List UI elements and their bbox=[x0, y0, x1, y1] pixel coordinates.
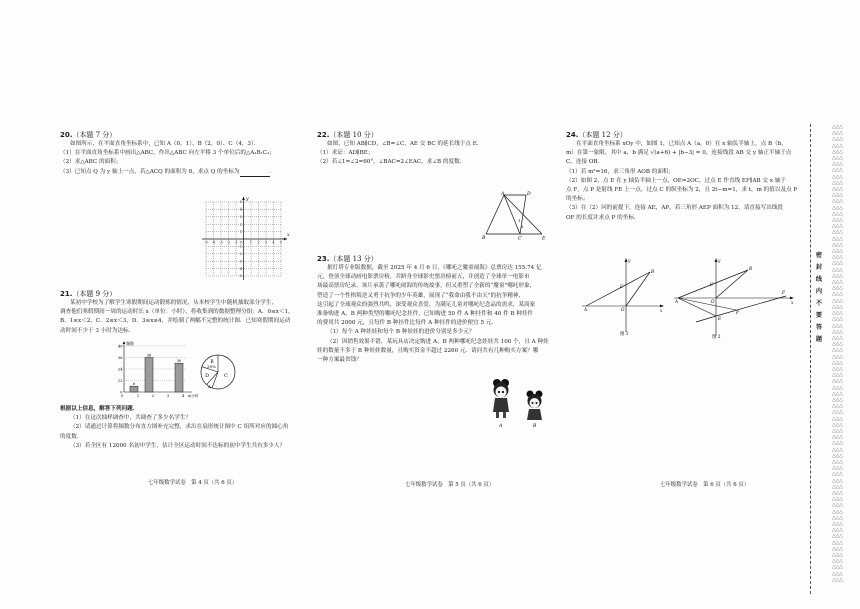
fig2-axis-x: x bbox=[791, 300, 794, 305]
triangle-row: △△△ bbox=[832, 421, 843, 428]
x-tick: -1 bbox=[234, 240, 238, 245]
fig2-point-b: B bbox=[749, 266, 753, 271]
q24-line3: C，连接 OB． bbox=[566, 159, 604, 166]
origin-label: O bbox=[239, 240, 243, 245]
q24-part1: （1）若 m²=16，求三角形 AOB 的面积； bbox=[566, 168, 675, 175]
point-c-label: C bbox=[518, 236, 522, 242]
triangle-row: △△△ bbox=[832, 179, 843, 186]
bar-data-label: 6 bbox=[132, 382, 136, 387]
q24-line1: 在平面直角坐标系 xOy 中，如图 1，已知点 A（a，0）在 x 轴负半轴上，点 B（b， bbox=[576, 141, 787, 147]
triangle-row: △△△ bbox=[832, 272, 843, 279]
triangle-row: △△△ bbox=[832, 142, 843, 149]
doll-b-image bbox=[527, 391, 543, 421]
triangle-row: △△△ bbox=[832, 403, 843, 410]
q22-part1: （1）求证：AD∥BE； bbox=[317, 150, 374, 157]
y-tick: -2 bbox=[238, 252, 242, 256]
question-22-heading: 22.（本题 10 分） bbox=[317, 131, 378, 139]
triangle-row: △△△ bbox=[832, 458, 843, 465]
angle-2-label: 2 bbox=[521, 224, 524, 229]
triangle-row: △△△ bbox=[832, 558, 843, 565]
triangle-row: △△△ bbox=[832, 248, 843, 255]
binding-dashed-line bbox=[810, 124, 811, 594]
x-tick: -5 bbox=[204, 240, 208, 245]
triangle-row: △△△ bbox=[832, 365, 843, 372]
fig1-caption: 图 1 bbox=[620, 332, 629, 336]
triangle-row: △△△ bbox=[832, 124, 843, 130]
q24-part3b: OF 的长度并求点 P 的坐标． bbox=[566, 214, 640, 221]
bar-y-tick: 48 bbox=[117, 344, 123, 349]
y-tick: 4 bbox=[239, 207, 242, 212]
triangle-row: △△△ bbox=[832, 496, 843, 503]
angle-1-label: 1 bbox=[518, 218, 521, 223]
point-b-label: B bbox=[482, 236, 486, 241]
pie-label-c: C bbox=[224, 374, 228, 379]
question-20-block bbox=[60, 130, 292, 177]
bar-category-tick: 1 bbox=[136, 394, 140, 398]
triangle-row: △△△ bbox=[832, 210, 843, 217]
triangle-row: △△△ bbox=[832, 217, 843, 224]
q22-geometry-figure bbox=[480, 190, 548, 242]
triangle-row: △△△ bbox=[832, 130, 843, 137]
point-e-label: E bbox=[542, 236, 546, 242]
triangle-row: △△△ bbox=[832, 576, 843, 583]
y-tick: -5 bbox=[238, 274, 242, 279]
seal-char: 线 bbox=[815, 276, 823, 283]
triangle-row: △△△ bbox=[832, 539, 843, 546]
bar-category-tick: 4 bbox=[181, 394, 185, 398]
triangle-row: △△△ bbox=[832, 384, 843, 391]
triangle-row: △△△ bbox=[832, 167, 843, 174]
pie-label-a: A bbox=[208, 385, 211, 389]
y-tick: -4 bbox=[238, 266, 242, 271]
q22-stem: 如图，已知 AB∥CD，∠B=∠C，AE 交 BC 的延长线于点 E． bbox=[327, 141, 483, 147]
bar-rect bbox=[175, 363, 183, 392]
triangle-row: △△△ bbox=[832, 285, 843, 292]
q23-line7: 的费用共 2000 元，且每件 B 种挂件比每件 A 种挂件的进价便宜 5 元． bbox=[317, 320, 498, 327]
triangle-row: △△△ bbox=[832, 390, 843, 397]
q24-figure-2 bbox=[672, 256, 798, 340]
q20-stem: 如图所示，在平面直角坐标系中，已知 A（0，1）、B（2，0）、C（4，3）． bbox=[70, 141, 260, 147]
triangle-row: △△△ bbox=[832, 223, 843, 230]
triangle-row: △△△ bbox=[832, 192, 843, 199]
triangle-row: △△△ bbox=[832, 353, 843, 360]
bar-x-label: x/小时 bbox=[188, 394, 199, 398]
triangle-row: △△△ bbox=[832, 545, 843, 552]
triangle-row: △△△ bbox=[832, 229, 843, 236]
q23-part2: （2）因销售效果不错，某玩具店决定购进 A，B 两种哪吒纪念娃娃共 100 个，且 A 种娃 bbox=[327, 338, 549, 345]
q24-part2b: 点 F，点 P 是射线 FE 上一点，过点 C 的纵坐标为 2，且 2t−m=1，求 t，m 的值以及点 P bbox=[566, 187, 798, 194]
triangle-row: △△△ bbox=[832, 465, 843, 472]
x-tick: 4 bbox=[272, 240, 275, 245]
triangle-row: △△△ bbox=[832, 452, 843, 459]
fig2-origin: O bbox=[711, 299, 715, 304]
triangle-row: △△△ bbox=[832, 161, 843, 168]
point-a-label: A bbox=[501, 192, 505, 197]
q23-part1: （1）每个 A 种娃娃和每个 B 种娃娃的进价分别是多少元？ bbox=[327, 329, 475, 336]
triangle-row: △△△ bbox=[832, 502, 843, 509]
triangle-row: △△△ bbox=[832, 328, 843, 335]
triangle-row: △△△ bbox=[832, 291, 843, 298]
q21-part2b: 的度数． bbox=[60, 433, 83, 440]
triangle-row: △△△ bbox=[832, 508, 843, 515]
point-d-label: D bbox=[527, 192, 531, 197]
triangle-row: △△△ bbox=[832, 173, 843, 180]
fig1-point-a: A bbox=[584, 307, 588, 312]
triangle-row: △△△ bbox=[832, 266, 843, 273]
bar-y-tick: 36 bbox=[117, 355, 123, 360]
y-tick: -3 bbox=[238, 259, 242, 264]
q21-pie-chart bbox=[198, 352, 238, 392]
y-tick: 3 bbox=[239, 215, 242, 219]
x-tick: 3 bbox=[264, 240, 268, 245]
bar-rect bbox=[130, 386, 138, 392]
triangle-row: △△△ bbox=[832, 341, 843, 348]
triangle-row: △△△ bbox=[832, 372, 843, 379]
bar-category-tick: 3 bbox=[166, 394, 170, 398]
question-20-heading: 20.（本题 7 分） bbox=[60, 131, 117, 139]
bar-rect bbox=[145, 358, 153, 393]
doll-b-label: B bbox=[533, 424, 537, 429]
triangle-row: △△△ bbox=[832, 198, 843, 205]
seal-char: 要 bbox=[815, 312, 823, 319]
footer-page-4: 七年级数学试卷 第 4 页（共 6 页） bbox=[148, 480, 238, 486]
bar-y-tick: 0 bbox=[120, 390, 123, 395]
q23-line2: 元，登顶全球动画电影票房榜，并跻身全球影史票房榜前五，并创造了全球单一电影市 bbox=[317, 274, 530, 281]
q20-part3: （3）已知点 Q 为 y 轴上一点，若△ACQ 的面积为 8，求点 Q 的坐标为 ． bbox=[60, 168, 292, 177]
seal-char: 不 bbox=[815, 300, 823, 307]
triangle-row: △△△ bbox=[832, 440, 843, 447]
question-23-block bbox=[317, 254, 553, 365]
seal-char: 密 bbox=[815, 252, 823, 259]
q21-part1: （1）在这次抽样调查中，共调查了多少名学生？ bbox=[70, 415, 192, 422]
triangle-row: △△△ bbox=[832, 489, 843, 496]
x-tick: -2 bbox=[226, 240, 231, 245]
doll-a-image bbox=[493, 379, 509, 418]
axis-x-label: x bbox=[287, 233, 290, 238]
triangle-row: △△△ bbox=[832, 533, 843, 540]
q23-line6: 准备购进 A，B 两种类型的哪吒纪念挂件。已知购进 50 件 A 种挂件和 40 件 B 种挂件 bbox=[317, 311, 534, 318]
triangle-row: △△△ bbox=[832, 148, 843, 155]
triangle-row: △△△ bbox=[832, 477, 843, 484]
q23-line3: 场最高票房纪录。该片承袭了哪吒闹海的传统故事，但又重塑了全新的“魔童”哪吒形象， bbox=[317, 283, 536, 290]
triangle-row: △△△ bbox=[832, 136, 843, 143]
q21-bar-chart bbox=[108, 340, 200, 404]
fig2-point-f: F bbox=[782, 290, 785, 295]
bar-data-label: 30 bbox=[176, 359, 182, 364]
q24-part2c: 的坐标； bbox=[566, 196, 589, 203]
triangle-row: △△△ bbox=[832, 310, 843, 317]
q23-doll-illustration bbox=[486, 374, 548, 430]
seal-char: 封 bbox=[815, 264, 823, 271]
triangle-row: △△△ bbox=[832, 155, 843, 162]
question-21-block bbox=[60, 289, 292, 336]
triangle-row: △△△ bbox=[832, 446, 843, 453]
pie-pct-b: 30% bbox=[207, 364, 216, 369]
triangle-row: △△△ bbox=[832, 316, 843, 323]
triangle-row: △△△ bbox=[832, 396, 843, 403]
q22-part2: （2）若∠1=∠2=60°，∠BAC=2∠EAC，求∠B 的度数． bbox=[317, 159, 466, 166]
x-tick: 5 bbox=[279, 240, 283, 245]
fig1-axis-x: x bbox=[660, 308, 663, 313]
fig1-point-b: B bbox=[651, 269, 655, 274]
triangle-row: △△△ bbox=[832, 241, 843, 248]
bar-y-tick: 12 bbox=[117, 378, 123, 383]
triangle-row: △△△ bbox=[832, 322, 843, 329]
triangle-row: △△△ bbox=[832, 235, 843, 242]
fig1-axis-y: y bbox=[628, 258, 631, 263]
triangle-row: △△△ bbox=[832, 483, 843, 490]
pie-label-b: B bbox=[210, 360, 214, 365]
triangle-row: △△△ bbox=[832, 564, 843, 571]
binding-triangle-pattern bbox=[832, 124, 858, 586]
triangle-row: △△△ bbox=[832, 359, 843, 366]
x-tick: 2 bbox=[257, 240, 260, 245]
triangle-row: △△△ bbox=[832, 570, 843, 577]
q20-part1: （1）在平面直角坐标系中画出△ABC，作出△ABC 向左平移 3 个单位后的△A₁B₁C₁； bbox=[60, 150, 276, 157]
triangle-row: △△△ bbox=[832, 254, 843, 261]
fig2-caption: 图 2 bbox=[712, 335, 721, 340]
q21-line1: 某初中学校为了解学生寒假期间运动锻炼的情况，从本校学生中随机抽取部分学生， bbox=[70, 300, 277, 306]
x-tick: -4 bbox=[211, 240, 216, 245]
fig2-point-a: A bbox=[675, 299, 679, 304]
bar-category-tick: 2 bbox=[151, 394, 155, 398]
q23-part2c: 一种方案最省钱？ bbox=[317, 357, 362, 364]
q24-figure-1 bbox=[580, 256, 666, 336]
y-tick: 1 bbox=[239, 229, 242, 234]
pie-label-d: D bbox=[205, 374, 209, 379]
q24-part3: （3）在（2）问的前提下，连接 AE，AP，若三角形 AEP 面积为 12，请直接写出线段 bbox=[566, 205, 783, 212]
footer-page-6: 七年级数学试卷 第 6 页（共 6 页） bbox=[660, 482, 750, 488]
triangle-row: △△△ bbox=[832, 347, 843, 354]
q21-line2: 调查他们寒假期间一周的运动时长 x（单位：小时），将收集到的数据整理分组：A．0≤x＜1， bbox=[60, 309, 294, 316]
doll-a-label: A bbox=[499, 424, 503, 429]
triangle-row: △△△ bbox=[832, 427, 843, 434]
q21-part2: （2）请通过计算将频数分布直方图补充完整，求出在扇形统计图中 C 组所对应的圆心角 bbox=[70, 424, 289, 431]
triangle-row: △△△ bbox=[832, 514, 843, 521]
triangle-row: △△△ bbox=[832, 521, 843, 527]
q21-intro: 根据以上信息，解答下列问题． bbox=[60, 406, 139, 412]
triangle-row: △△△ bbox=[832, 260, 843, 267]
triangle-row: △△△ bbox=[832, 378, 843, 385]
question-24-block bbox=[566, 130, 806, 223]
q23-line4: 塑造了一个性格叛逆又勇于抗争的少年英雄，展现了“我命由我不由天”的抗争精神， bbox=[317, 292, 525, 299]
q21-line4: 动时间不少于 3 小时为达标． bbox=[60, 327, 135, 334]
question-22-block bbox=[317, 130, 553, 168]
fig2-axis-y: y bbox=[718, 258, 721, 263]
triangle-row: △△△ bbox=[832, 434, 843, 441]
triangle-row: △△△ bbox=[832, 279, 843, 286]
triangle-row: △△△ bbox=[832, 552, 843, 559]
seal-line-notice bbox=[814, 250, 824, 346]
x-tick: -3 bbox=[219, 240, 223, 245]
y-tick: 5 bbox=[239, 200, 242, 205]
fig2-point-p: P bbox=[736, 310, 739, 315]
q24-line2: m）在第一象限，其中 a，b 满足 √(a+6) + |b−3| = 0，连接线段 AB 交 y 轴正半轴于点 bbox=[566, 150, 792, 157]
triangle-row: △△△ bbox=[832, 204, 843, 211]
fig2-point-c: C bbox=[710, 282, 714, 287]
triangle-row: △△△ bbox=[832, 471, 843, 478]
question-23-heading: 23.（本题 13 分） bbox=[317, 255, 378, 263]
q20-coordinate-grid bbox=[200, 196, 290, 282]
q23-line1: 据灯塔专业版数据，截至 2025 年 4 月 6 日，《哪吒之魔童闹海》总票房达 155.74 亿 bbox=[327, 265, 542, 271]
seal-char: 内 bbox=[815, 288, 823, 295]
fig2-point-e: E bbox=[718, 316, 722, 321]
triangle-row: △△△ bbox=[832, 303, 843, 310]
y-tick: 2 bbox=[239, 222, 242, 227]
q21-line3: B．1≤x＜2，C．2≤x＜3，D．3≤x≤4，并绘制了两幅不完整的统计图．已知寒假期间运动 bbox=[60, 318, 291, 325]
question-24-heading: 24.（本题 12 分） bbox=[566, 131, 627, 139]
y-tick: -1 bbox=[238, 244, 242, 249]
triangle-row: △△△ bbox=[832, 297, 843, 304]
q21-part3: （3）若全区有 12000 名初中学生，估计全区运动时间不达标的初中学生共有多少人？ bbox=[70, 442, 286, 449]
triangle-row: △△△ bbox=[832, 409, 843, 416]
x-tick: 1 bbox=[249, 240, 253, 245]
bar-data-label: 36 bbox=[146, 353, 152, 358]
question-21-heading: 21.（本题 9 分） bbox=[60, 290, 117, 298]
triangle-row: △△△ bbox=[832, 415, 843, 422]
seal-char: 题 bbox=[815, 336, 823, 343]
fig1-origin: O bbox=[621, 307, 625, 312]
footer-page-5: 七年级数学试卷 第 5 页（共 6 页） bbox=[405, 482, 495, 488]
bar-y-tick: 24 bbox=[117, 367, 123, 372]
bar-y-arrow bbox=[123, 341, 126, 344]
triangle-row: △△△ bbox=[832, 334, 843, 341]
q23-line5: 这引起了全球观众的强烈共鸣，深受观众喜爱。为满足儿童对哪吒纪念品的需求，某商家 bbox=[317, 301, 536, 308]
triangle-row: △△△ bbox=[832, 527, 843, 534]
bar-origin-tick: 0 bbox=[120, 394, 123, 398]
bar-y-label: 频数 bbox=[126, 341, 134, 346]
answer-blank bbox=[240, 171, 270, 177]
question-21-parts bbox=[60, 405, 292, 451]
axis-y-label: y bbox=[246, 197, 249, 202]
fig1-point-c: C bbox=[620, 284, 624, 289]
q24-part2: （2）如图 2，点 E 在 y 轴负半轴上一点，OE=2OC，过点 E 作直线 EF∥AB 交 x 轴于 bbox=[566, 177, 786, 184]
q20-part2: （2）求△ABC 的面积； bbox=[60, 159, 122, 166]
triangle-row: △△△ bbox=[832, 186, 843, 193]
seal-char: 答 bbox=[815, 324, 823, 331]
q23-part2b: 娃的数量不多于 B 种娃娃数量，且购买资金不超过 2260 元．请问共有几种购买方案？哪 bbox=[317, 347, 539, 354]
